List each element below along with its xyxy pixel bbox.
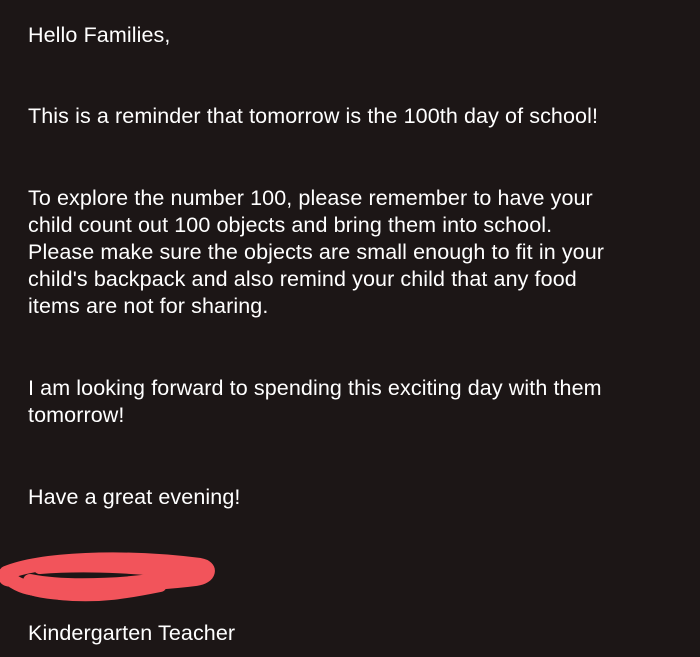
looking-forward-text: I am looking forward to spending this exciting day with them tomorrow! [28,376,602,427]
greeting-text: Hello Families, [28,23,171,47]
closing-text: Have a great evening! [28,485,241,509]
explore-text: To explore the number 100, please remember to have your child count out 100 objects and bring them into school. Please make sure the objects are small enough to fit in your child's backpack and also remind your child that any food items are not for sharing. [28,186,605,318]
reminder-text: This is a reminder that tomorrow is the 100th day of school! [28,104,599,128]
redacted-name-scribble [0,545,215,605]
signature-role-text: Kindergarten Teacher [28,621,236,645]
